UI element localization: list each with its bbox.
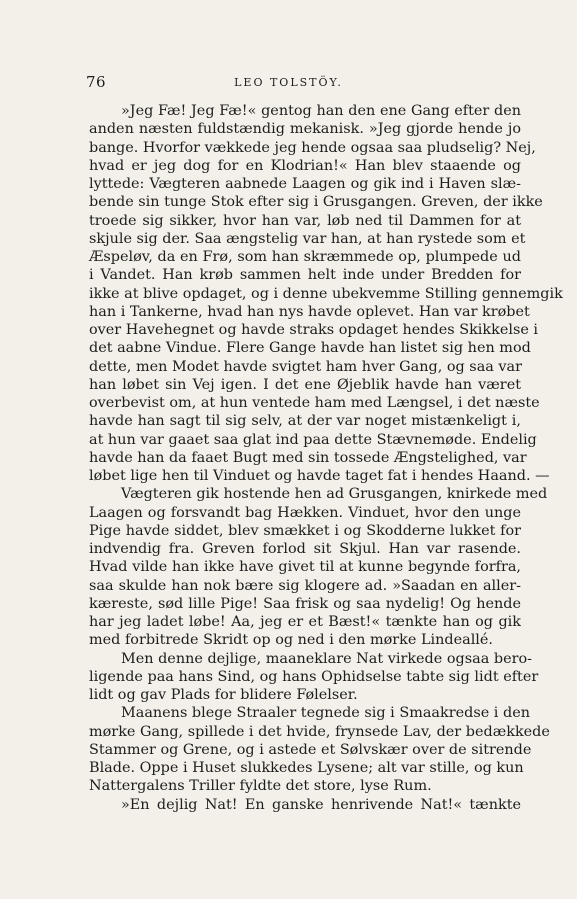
- text-line: lidt og gav Plads for blidere Følelser.: [89, 687, 358, 703]
- text-line: mørke Gang, spillede i det hvide, frynsede Lav, der bedækkede: [89, 723, 550, 740]
- text-line: ligende paa hans Sind, og hans Ophidselse tabte sig lidt efter: [89, 668, 539, 685]
- text-line: havde han sagt til sig selv, at der var noget mistænkeligt i,: [89, 413, 521, 430]
- text-line: ikke at blive opdaget, og i denne ubekvemme Stilling gennemgik: [89, 285, 563, 302]
- text-line: anden næsten fuldstændig mekanisk. »Jeg gjorde hende jo: [89, 121, 521, 138]
- text-line: med forbitrede Skridt op og ned i den mørke Lindeallé.: [89, 632, 493, 649]
- text-line: troede sig sikker, hvor han var, løb ned til Dammen for at: [89, 212, 521, 229]
- text-line: kæreste, sød lille Pige! Saa frisk og saa nydelig! Og hende: [89, 595, 521, 612]
- text-line: Nattergalens Triller fyldte det store, lyse Rum.: [89, 778, 432, 795]
- text-line: saa skulde han nok bære sig klogere ad. »Saadan en aller-: [89, 577, 521, 594]
- text-line: overbevist om, at hun ventede ham med Længsel, i det næste: [89, 395, 540, 411]
- text-line: han i Tankerne, hvad han nys havde oplevet. Han var krøbet: [89, 303, 530, 320]
- text-line: over Havehegnet og havde straks opdaget hendes Skikkelse i: [89, 322, 539, 338]
- page-number: 76: [86, 73, 107, 91]
- text-line: Stammer og Grene, og i astede et Sølvskær over de sitrende: [89, 741, 532, 758]
- text-line: har jeg ladet løbe! Aa, jeg er et Bæst!« tænkte han og gik: [89, 614, 521, 630]
- text-line: Laagen og forsvandt bag Hækken. Vinduet, hvor den unge: [89, 504, 521, 521]
- text-line: Hvad vilde han ikke have givet til at kunne begynde forfra,: [89, 559, 521, 576]
- text-line: Men denne dejlige, maaneklare Nat virkede ogsaa bero-: [121, 650, 532, 667]
- running-title: LEO TOLSTÖY.: [234, 76, 343, 89]
- text-line: at hun var gaaet saa glat ind paa dette Stævnemøde. Endelig: [89, 431, 537, 448]
- text-line: han løbet sin Vej igen. I det ene Øjeblik havde han været: [89, 376, 521, 393]
- text-line: skjule sig der. Saa ængstelig var han, at han rystede som et: [89, 230, 526, 247]
- text-line: hvad er jeg dog for en Klodrian!« Han blev staaende og: [89, 157, 521, 174]
- text-line: Vægteren gik hostende hen ad Grusgangen, knirkede med: [121, 486, 548, 503]
- text-line: Maanens blege Straaler tegnede sig i Smaakredse i den: [121, 705, 530, 722]
- text-line: løbet lige hen til Vinduet og havde taget fat i hendes Haand. —: [89, 468, 550, 484]
- text-line: bange. Hvorfor vækkede jeg hende ogsaa saa pludselig? Nej,: [89, 139, 536, 156]
- text-line: Blade. Oppe i Huset slukkedes Lysene; alt var stille, og kun: [89, 760, 524, 776]
- text-line: dette, men Modet havde svigtet ham hver Gang, og saa var: [89, 358, 523, 375]
- text-line: Æspeløv, da en Frø, som han skræmmede op, plumpede ud: [89, 249, 521, 265]
- text-line: Pige havde siddet, blev smækket i og Skodderne lukket for: [89, 522, 521, 539]
- text-line: bende sin tunge Stok efter sig i Grusgangen. Greven, der ikke: [89, 194, 543, 211]
- text-line: »En dejlig Nat! En ganske henrivende Nat!« tænkte: [121, 796, 521, 813]
- body-text: [89, 102, 563, 814]
- text-line: i Vandet. Han krøb sammen helt inde under Bredden for: [89, 267, 521, 284]
- text-line: havde han da faaet Bugt med sin tossede Ængstelighed, var: [89, 449, 527, 466]
- text-line: indvendig fra. Greven forlod sit Skjul. Han var rasende.: [89, 541, 521, 557]
- text-line: lyttede: Vægteren aabnede Laagen og gik ind i Haven slæ-: [89, 176, 521, 192]
- text-line: det aabne Vindue. Flere Gange havde han listet sig hen mod: [89, 340, 531, 357]
- text-line: »Jeg Fæ! Jeg Fæ!« gentog han den ene Gang efter den: [121, 103, 521, 119]
